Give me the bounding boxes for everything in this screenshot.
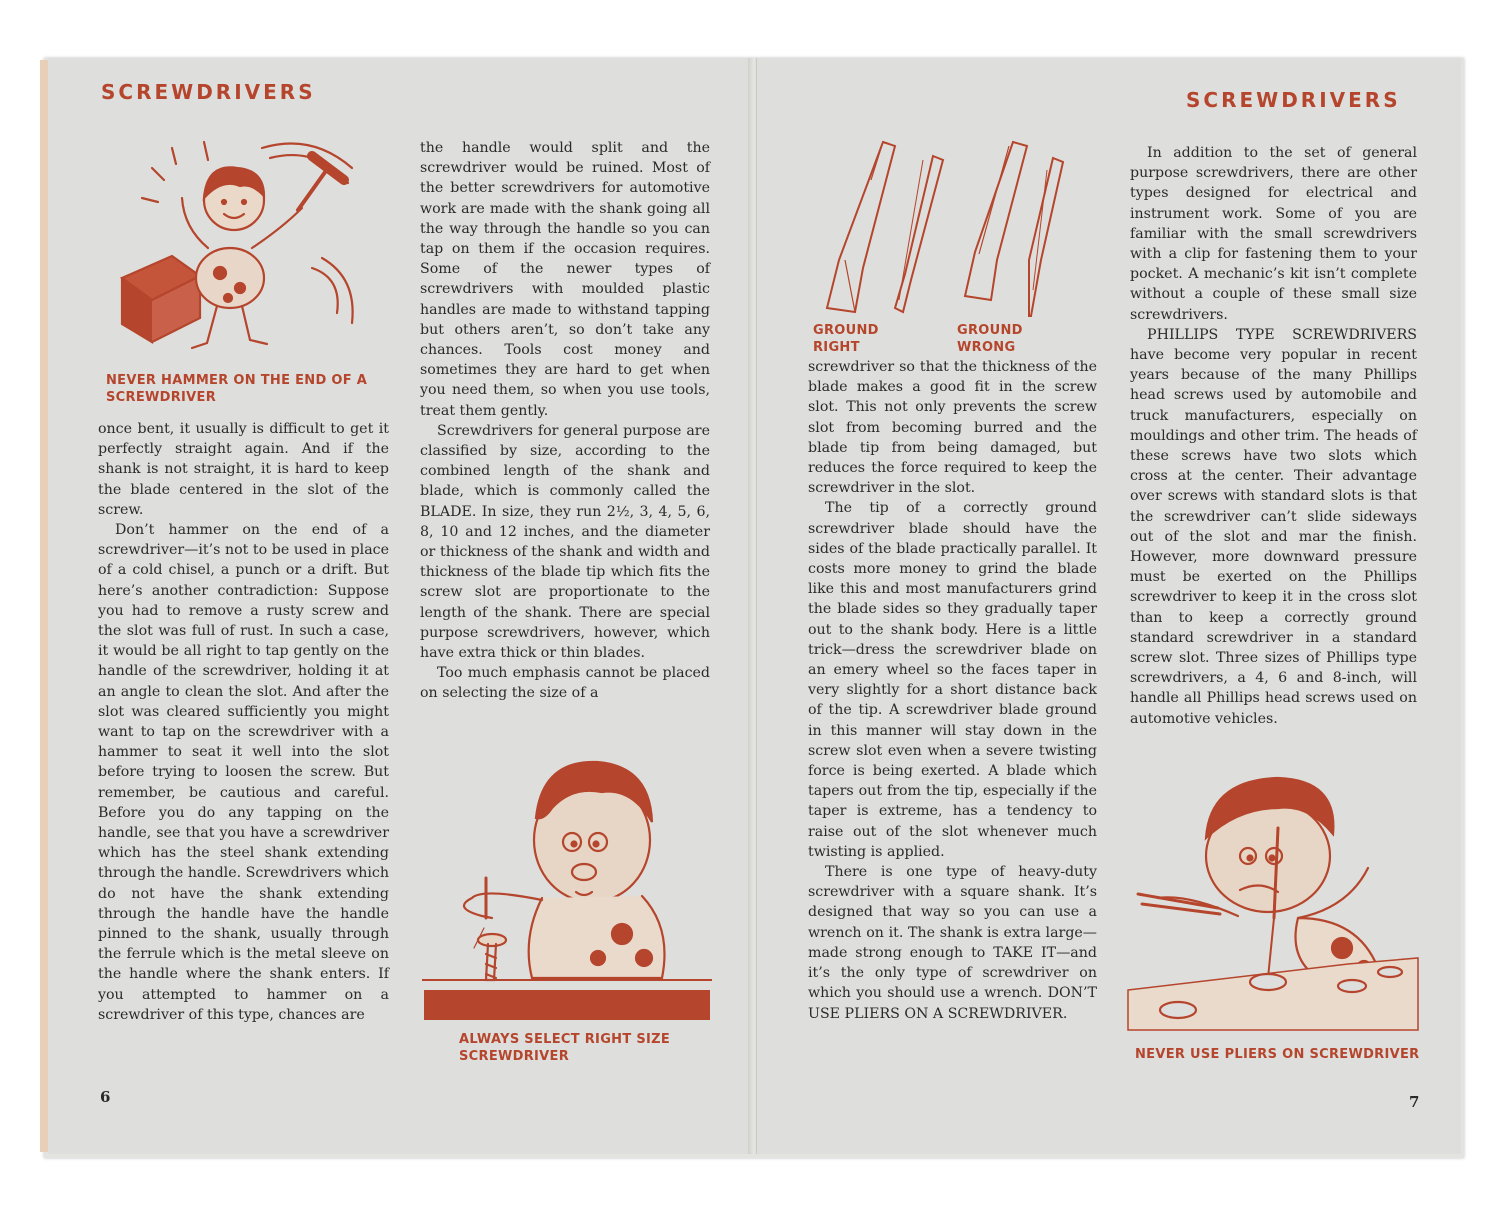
illustration-caption-right-size: ALWAYS SELECT RIGHT SIZE SCREWDRIVER	[459, 1032, 671, 1064]
page-number-right: 7	[1409, 1093, 1420, 1111]
left-page-heading: SCREWDRIVERS	[101, 80, 316, 104]
page-number-left: 6	[100, 1088, 111, 1106]
illustration-caption-pliers: NEVER USE PLIERS ON SCREWDRIVER	[1135, 1047, 1420, 1062]
left-page-column-1	[98, 419, 389, 1025]
diagram-label-ground-right: GROUND RIGHT	[813, 323, 879, 355]
left-page-column-2	[420, 138, 710, 704]
illustration-caption-hammer: NEVER HAMMER ON THE END OF A SCREWDRIVER	[106, 373, 368, 405]
paragraph: once bent, it usually is difficult to get it perfectly straight again. And if the shank is not straight, it is hard to keep the blade centered in the slot of the screw.	[98, 421, 389, 518]
paragraph: the handle would split and the screwdriver would be ruined. Most of the better screwdrivers for automotive work are made with the shank going all the way through the handle so you can tap on them if the occasion requires. Some of the newer types of screwdrivers with moulded plastic handles are made to withstand tapping but others aren’t, so don’t take any chances. Tools cost money and sometimes they are hard to get when you need them, so when you use tools, treat them gently.	[420, 140, 710, 419]
pliers-caveman-illustration	[1128, 768, 1418, 1030]
paragraph: There is one type of heavy-duty screwdriver with a square shank. It’s designed that way so you can use a wrench on it. The shank is extra large—made strong enough to TAKE IT—and it’s the only type of screwdriver on which you should use a wrench. DON’T USE PLIERS ON A SCREWDRIVER.	[808, 864, 1097, 1022]
paragraph: In addition to the set of general purpose screwdrivers, there are other types designed for electrical and instrument work. Some of you are familiar with the small screwdrivers with a clip for fastening them to your pocket. A mechanic’s kit isn’t complete without a couple of these small size screwdrivers.	[1130, 145, 1417, 323]
paragraph: screwdriver so that the thickness of the blade makes a good fit in the screw slot. This not only prevents the screw slot from becoming burred and the blade tip from being damaged, but reduces the force required to keep the screwdriver in the slot.	[808, 359, 1097, 497]
select-screwdriver-illustration	[422, 748, 712, 1023]
right-page-column-2	[1130, 143, 1417, 729]
right-page-column-1	[808, 357, 1097, 1024]
paragraph: Too much emphasis cannot be placed on selecting the size of a	[420, 665, 710, 702]
page-edge	[40, 60, 48, 1152]
paragraph: Screwdrivers for general purpose are classified by size, according to the combined length of the shank and blade, which is commonly called the BLADE. In size, they run 2½, 3, 4, 5, 6, 8, 10 and 12 inches, and the diameter or thickness of the shank and width and thickness of the blade tip which fits the screw slot are proportionate to the length of the shank. There are special purpose screwdrivers, however, which have extra thick or thin blades.	[420, 422, 710, 662]
blade-grinding-diagram	[815, 140, 1065, 325]
paragraph: PHILLIPS TYPE SCREWDRIVERS have become very popular in recent years because of the many Phillips head screws used by automobile and truck manufacturers, especially on mouldings and other trim. The heads of these screws have two slots which cross at the center. Their advantage over screws with standard slots is that the screwdriver can’t slide sideways out of the slot and mar the finish. However, more downward pressure must be exerted on the Phillips screwdriver to keep it in the cross slot than to keep a correctly ground standard screwdriver in a standard screw slot. Three sizes of Phillips type screwdrivers, a 4, 6 and 8-inch, will handle all Phillips head screws used on automotive vehicles.	[1130, 326, 1417, 727]
hammering-caveman-illustration	[112, 128, 372, 368]
paragraph: The tip of a correctly ground screwdriver blade should have the sides of the blade practically parallel. It costs more money to grind the blade like this and most manufacturers grind the blade sides so they gradually taper out to the shank body. Here is a little trick—dress the screwdriver blade on an emery wheel so the faces taper in very slightly for a short distance back of the tip. A screwdriver blade ground in this manner will stay down in the screw slot even when a severe twisting force is being exerted. A blade which tapers out from the tip, especially if the taper is extreme, has a tendency to raise out of the slot whenever much twisting is applied.	[808, 500, 1097, 860]
diagram-label-ground-wrong: GROUND WRONG	[957, 323, 1023, 355]
right-page-heading: SCREWDRIVERS	[1186, 88, 1401, 112]
paragraph: Don’t hammer on the end of a screwdriver—it’s not to be used in place of a cold chisel, a punch or a drift. But here’s another contradiction: Suppose you had to remove a rusty screw and the slot was full of rust. In such a case, it would be all right to tap gently on the handle of the screwdriver, holding it at an angle to clean the slot. And after the slot was cleared sufficiently you might want to tap on the screwdriver with a hammer to seat it well into the slot before trying to loosen the screw. But remember, be cautious and careful. Before you do any tapping on the handle, see that you have a screwdriver which has the steel shank extending through the handle. Screwdrivers which do not have the shank extending through the handle have the handle pinned to the shank, usually through the ferrule which is the metal sleeve on the handle where the shank enters. If you attempted to hammer on a screwdriver of this type, chances are	[98, 522, 389, 1023]
